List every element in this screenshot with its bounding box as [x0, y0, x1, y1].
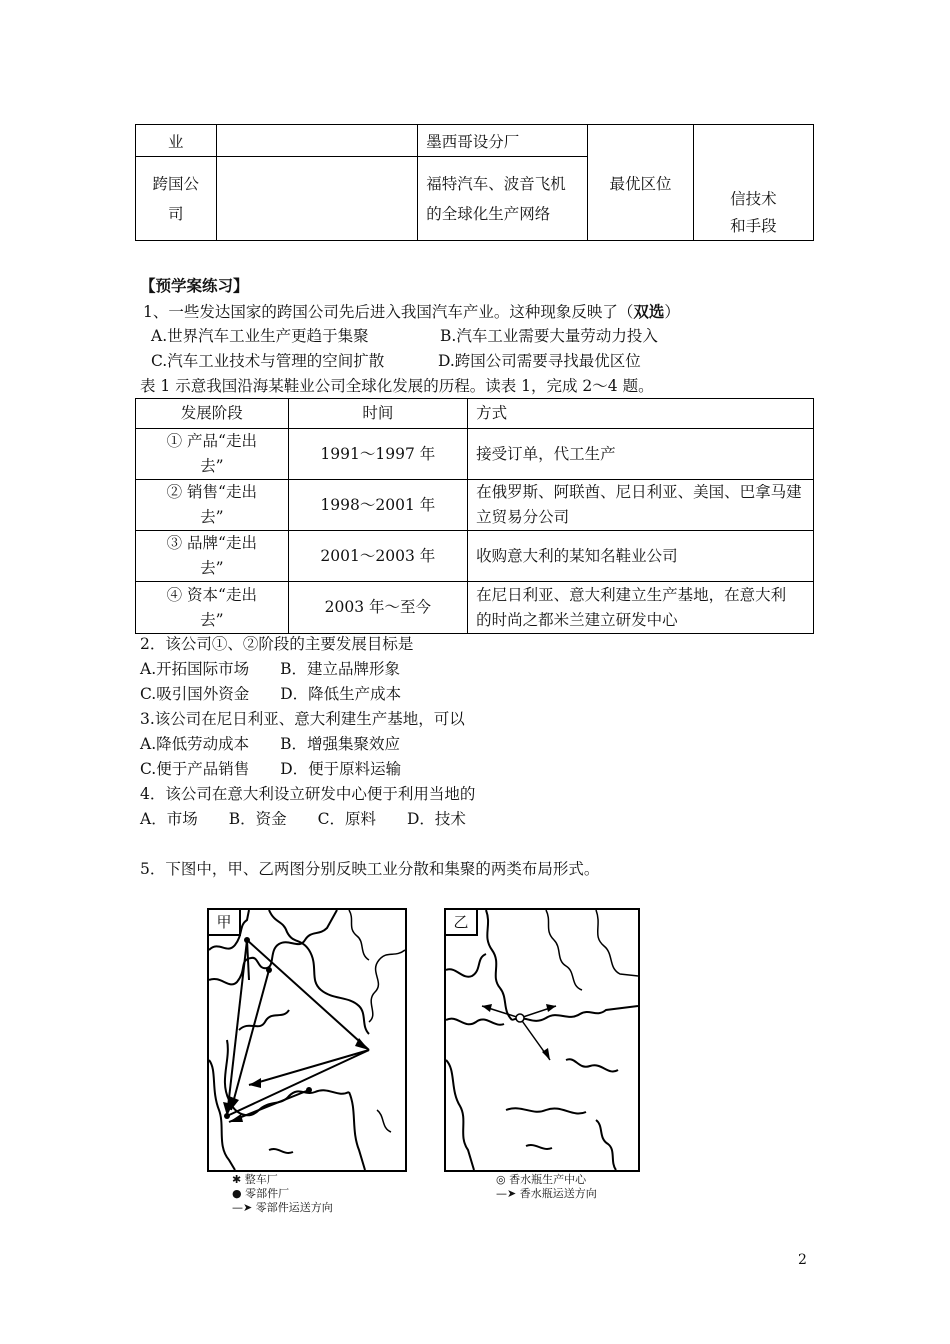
arrow-icon: —➤: [496, 1187, 520, 1200]
stage-text: ① 产品“走出: [166, 432, 257, 450]
q2-options-ab: A.开拓国际市场 B．建立品牌形象: [140, 660, 401, 678]
map-jia-drawing: [209, 910, 405, 1170]
table-header: 方式: [468, 399, 814, 429]
q4-options: A．市场 B．资金 C．原料 D．技术: [140, 810, 466, 828]
legend-jia: [232, 1173, 333, 1215]
cell-text: 司: [168, 204, 184, 223]
time-cell: 2001～2003 年: [288, 531, 468, 582]
stage-text: ④ 资本“走出: [166, 585, 257, 604]
question-3-stem: 3.该公司在尼日利亚、意大利建生产基地，可以: [140, 710, 465, 728]
table-row: [136, 531, 814, 582]
q1-option-b: B.汽车工业需要大量劳动力投入: [440, 327, 658, 345]
optimal-location-text: 最优区位: [609, 174, 672, 193]
question-4-stem: 4．该公司在意大利设立研发中心便于利用当地的: [140, 785, 476, 803]
q3-options-ab: A.降低劳动成本 B．增强集聚效应: [140, 735, 401, 753]
top-table-cell: [418, 157, 588, 241]
table-header: 时间: [288, 399, 468, 429]
time-cell: 2003 年～至今: [288, 582, 468, 634]
section-title: 【预学案练习】: [140, 276, 249, 295]
stage-text: 去”: [200, 610, 224, 629]
table-row: [136, 480, 814, 531]
map-yi-label: 乙: [446, 910, 478, 936]
stage-text: 去”: [200, 457, 224, 475]
cell-text: 福特汽车、波音飞机: [426, 174, 566, 193]
cell-text: 的全球化生产网络: [426, 204, 551, 223]
map-yi-drawing: [446, 910, 638, 1170]
time-cell: 1991～1997 年: [288, 429, 468, 480]
q1-bold: 双选: [633, 302, 665, 321]
legend-item: ◎ 香水瓶生产中心: [496, 1173, 587, 1186]
map-jia-label: 甲: [209, 910, 241, 936]
arrow-icon: —➤: [232, 1201, 256, 1214]
way-cell: 在尼日利亚、意大利建立生产基地，在意大利 的时尚之都米兰建立研发中心: [468, 582, 814, 634]
table-row: [136, 582, 814, 634]
legend-item: ● 零部件厂: [232, 1187, 290, 1200]
top-table: [135, 124, 814, 241]
top-table-cell: [136, 157, 217, 241]
question-2-stem: 2．该公司①、②阶段的主要发展目标是: [140, 635, 414, 653]
cell-text: 信技术: [730, 190, 777, 208]
table-row: [136, 429, 814, 480]
stage-text: 去”: [200, 508, 224, 526]
cell-text: 和手段: [730, 217, 777, 235]
map-yi: [444, 908, 640, 1172]
top-table-cell: [216, 125, 418, 157]
table-intro: 表 1 示意我国沿海某鞋业公司全球化发展的历程。读表 1，完成 2～4 题。: [140, 377, 654, 395]
legend-item: —➤ 香水瓶运送方向: [496, 1187, 597, 1200]
way-cell: 接受订单，代工生产: [468, 429, 814, 480]
q2-options-cd: C.吸引国外资金 D．降低生产成本: [140, 685, 402, 703]
q1-option-c: C.汽车工业技术与管理的空间扩散: [151, 352, 385, 370]
q1-option-a: A.世界汽车工业生产更趋于集聚: [151, 327, 369, 345]
question-1-stem: [143, 299, 680, 325]
top-table-cell: [216, 157, 418, 241]
time-cell: 1998～2001 年: [288, 480, 468, 531]
development-table: [135, 398, 814, 634]
table-header: 发展阶段: [136, 399, 289, 429]
page-number: 2: [798, 1252, 807, 1268]
q1-text: 1、一些发达国家的跨国公司先后进入我国汽车产业。这种现象反映了（: [143, 303, 634, 321]
car-plant-icon: ✱: [232, 1173, 245, 1186]
top-table-cell: [588, 125, 693, 241]
top-table-cell: 业: [136, 125, 217, 157]
q3-options-cd: C.便于产品销售 D．便于原料运输: [140, 760, 402, 778]
stage-text: ② 销售“走出: [166, 483, 257, 501]
stage-text: ③ 品牌“走出: [166, 534, 257, 552]
center-icon: ◎: [496, 1173, 510, 1186]
stage-text: 去”: [200, 559, 224, 577]
question-5-stem: 5．下图中，甲、乙两图分别反映工业分散和集聚的两类布局形式。: [140, 860, 600, 878]
map-jia: [207, 908, 407, 1172]
legend-item: —➤ 零部件运送方向: [232, 1201, 333, 1214]
way-cell: 收购意大利的某知名鞋业公司: [468, 531, 814, 582]
parts-plant-icon: ●: [232, 1187, 246, 1200]
way-cell: 在俄罗斯、阿联酋、尼日利亚、美国、巴拿马建 立贸易分公司: [468, 480, 814, 531]
legend-yi: [496, 1173, 597, 1201]
top-table-cell: [693, 125, 813, 241]
cell-text: 跨国公: [152, 174, 200, 193]
q1-end: ）: [664, 303, 680, 321]
top-table-cell: 墨西哥设分厂: [418, 125, 588, 157]
q1-option-d: D.跨国公司需要寻找最优区位: [438, 352, 641, 370]
legend-item: ✱ 整车厂: [232, 1173, 278, 1186]
